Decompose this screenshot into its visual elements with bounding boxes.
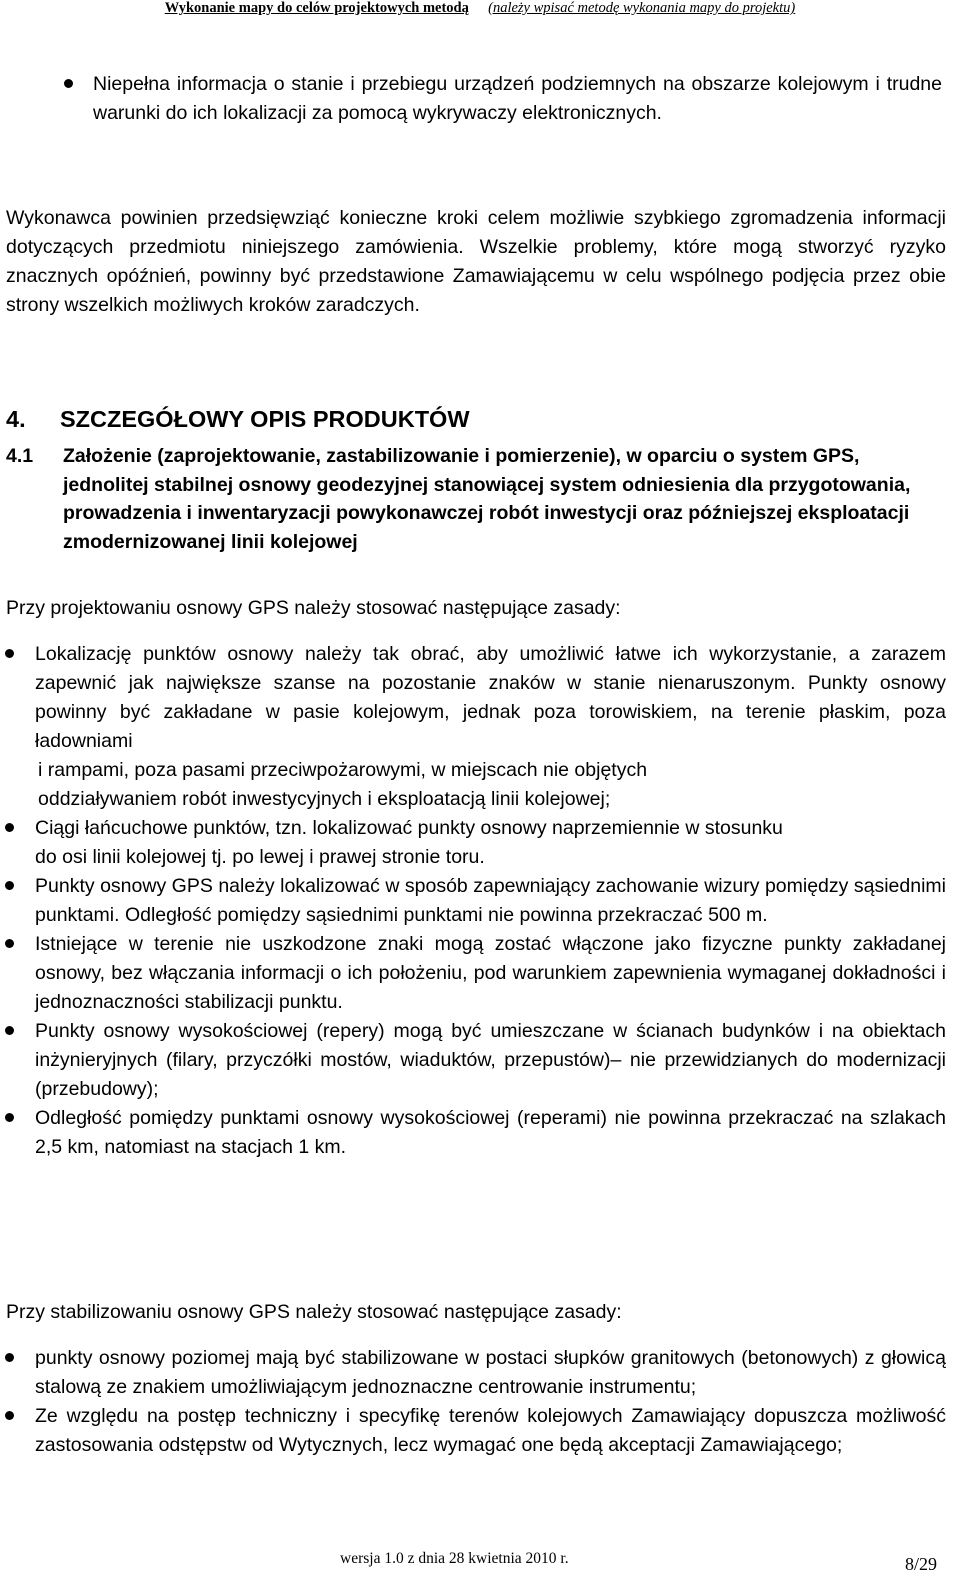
- design-intro: Przy projektowaniu osnowy GPS należy stosować następujące zasady:: [6, 597, 621, 619]
- list-item-text: Odległość pomiędzy punktami osnowy wysokościowej (reperami) nie powinna przekraczać na szlakach 2,5 km, natomiast na stacjach 1 km.: [35, 1107, 946, 1158]
- list-item-text: Niepełna informacja o stanie i przebiegu urządzeń podziemnych na obszarze kolejowym i trudne warunki do ich lokalizacji za pomocą wykrywaczy elektronicznych.: [93, 73, 942, 124]
- bullet-icon: [5, 823, 14, 832]
- bullet-icon: [5, 1026, 14, 1035]
- bullet-icon: [5, 881, 14, 890]
- stabilization-intro: Przy stabilizowaniu osnowy GPS należy stosować następujące zasady:: [6, 1301, 622, 1323]
- stabilization-bullet-list: [0, 1344, 946, 1460]
- list-item: [0, 814, 946, 872]
- design-bullet-list: [0, 640, 946, 1162]
- page-number: 8/29: [905, 1554, 938, 1574]
- list-item: [0, 1344, 946, 1402]
- list-item-text: oddziaływaniem robót inwestycyjnych i eksploatacją linii kolejowej;: [38, 788, 611, 810]
- subsection-title: Założenie (zaprojektowanie, zastabilizowanie i pomierzenie), w oparciu o system GPS, jednolitej stabilnej osnowy geodezyjnej stanowiącej system odniesienia dla przygotowania, prowadzenia i inwentaryzacji powykonawczej robót inwestycji oraz późniejszej eksploatacji zmodernizowanej linii kolejowej: [63, 445, 911, 553]
- bullet-icon: [5, 1411, 14, 1420]
- list-item: [0, 70, 942, 128]
- footer-version: wersja 1.0 z dnia 28 kwietnia 2010 r.: [340, 1550, 569, 1567]
- list-item-text: Ciągi łańcuchowe punktów, tzn. lokalizować punkty osnowy naprzemiennie w stosunku: [35, 817, 783, 839]
- list-item-text: punkty osnowy poziomej mają być stabilizowane w postaci słupków granitowych (betonowych) z głowicą stalową ze znakiem umożliwiającym jednoznaczne centrowanie instrumentu;: [35, 1347, 946, 1398]
- list-item-text: do osi linii kolejowej tj. po lewej i prawej stronie toru.: [35, 846, 485, 868]
- bullet-icon: [5, 649, 14, 658]
- list-item: [0, 930, 946, 1017]
- bullet-icon: [5, 1353, 14, 1362]
- list-item: [0, 640, 946, 814]
- list-item: [0, 872, 946, 930]
- page-footer: [0, 1548, 960, 1578]
- subsection-heading: [6, 442, 946, 556]
- list-item-text: Lokalizację punktów osnowy należy tak obrać, aby umożliwić łatwe ich wykorzystanie, a zarazem zapewnić jak największe szanse na pozostanie znaków w stanie nienaruszonym. Punkty osnowy powinny być zakładane w pasie kolejowym, jednak poza torowiskiem, na terenie płaskim, poza ładowniami: [35, 643, 946, 752]
- page-header: [0, 0, 960, 18]
- section-number: 4.: [6, 406, 26, 432]
- list-item-text: i rampami, poza pasami przeciwpożarowymi, w miejscach nie objętych: [38, 759, 648, 781]
- subsection-number: 4.1: [6, 445, 34, 467]
- bullet-icon: [5, 939, 14, 948]
- bullet-icon: [5, 1113, 14, 1122]
- paragraph: Wykonawca powinien przedsięwziąć konieczne kroki celem możliwie szybkiego zgromadzenia informacji dotyczących przedmiotu niniejszego zamówienia. Wszelkie problemy, które mogą stworzyć ryzyko znacznych opóźnień, powinny być przedstawione Zamawiającemu w celu wspólnego podjęcia przez obie strony wszelkich możliwych kroków zaradczych.: [6, 207, 946, 316]
- section-heading: [6, 404, 946, 434]
- list-item-text: Istniejące w terenie nie uszkodzone znaki mogą zostać włączone jako fizyczne punkty zakładanej osnowy, bez włączania informacji o ich położeniu, pod warunkiem zapewnienia wymaganej dokładności i jednoznaczności stabilizacji punktu.: [35, 933, 946, 1013]
- list-item: [0, 1402, 946, 1460]
- list-item-text: Punkty osnowy wysokościowej (repery) mogą być umieszczane w ścianach budynków i na obiektach inżynieryjnych (filary, przyczółki mostów, wiaduktów, przepustów)– nie przewidzianych do modernizacji (przebudowy);: [35, 1020, 946, 1100]
- bullet-icon: [64, 79, 73, 88]
- section-title: SZCZEGÓŁOWY OPIS PRODUKTÓW: [60, 406, 470, 432]
- list-item: [0, 1017, 946, 1104]
- header-method: Wykonanie mapy do celów projektowych metodą: [164, 0, 469, 16]
- list-item: [0, 1104, 946, 1162]
- list-item-text: Ze względu na postęp techniczny i specyfikę terenów kolejowych Zamawiający dopuszcza możliwość zastosowania odstępstw od Wytycznych, lecz wymagać one będą akceptacji Zamawiającego;: [35, 1405, 946, 1456]
- header-note: (należy wpisać metodę wykonania mapy do projektu): [488, 0, 796, 16]
- list-item-text: Punkty osnowy GPS należy lokalizować w sposób zapewniający zachowanie wizury pomiędzy sąsiednimi punktami. Odległość pomiędzy sąsiednimi punktami nie powinna przekraczać 500 m.: [35, 875, 946, 926]
- top-bullet-list: [0, 70, 942, 128]
